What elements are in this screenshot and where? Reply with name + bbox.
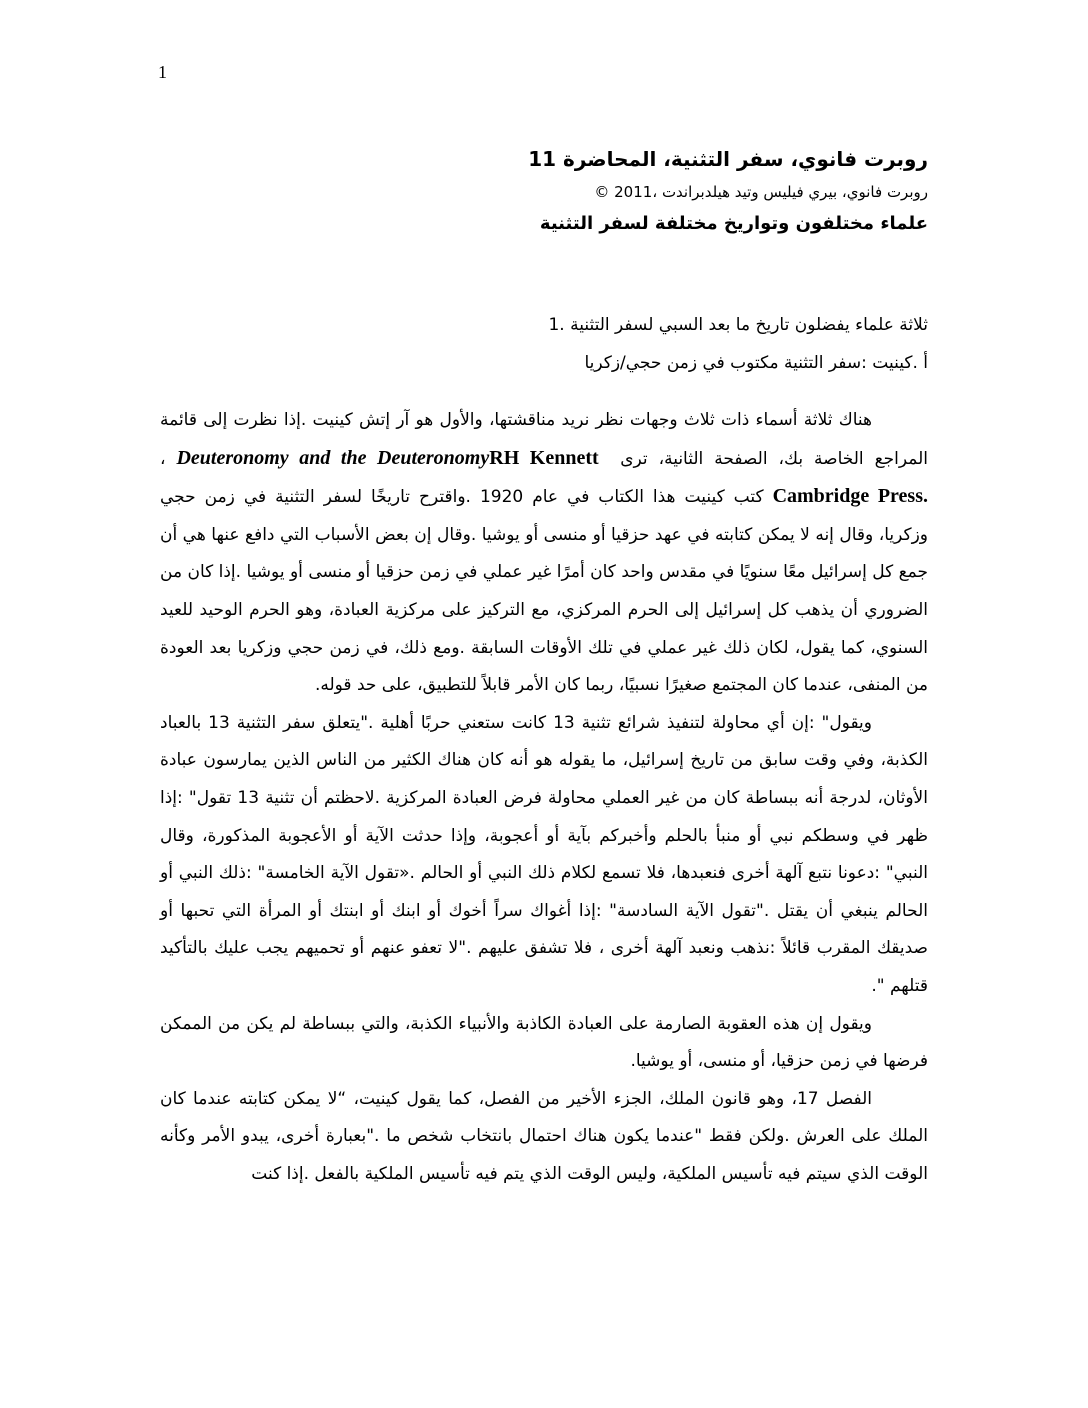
paragraph-1-separator: ،: [160, 448, 177, 469]
copyright-line: روبرت فانوي، بيري فيليس وتيد هيلدبراندت ،2011 ©: [594, 183, 928, 201]
outline-item-1: ثلاثة علماء يفضلون تاريخ ما بعد السبي لسفر التثنية .1: [548, 315, 928, 335]
lecture-subtitle: علماء مختلفون وتواريخ مختلفة لسفر التثنية: [539, 213, 928, 234]
body-text: [160, 402, 928, 1193]
paragraph-1: [160, 402, 928, 705]
author-name: RH Kennett: [489, 446, 610, 469]
paragraph-1-text-a: هناك ثلاثة أسماء ذات ثلاث وجهات نظر نريد مناقشتها، والأول هو آر إتش كينيت .إذا نظرت إلى قائمة المراجع الخاصة بك، الصفحة الثانية، ترى: [160, 410, 928, 469]
paragraph-3: ويقول إن هذه العقوبة الصارمة على العبادة الكاذبة والأنبياء الكذبة، والتي ببساطة لم يكن من الممكن فرضها في زمن حزقيا، أو منسى، أو يوشيا.: [160, 1013, 928, 1072]
lecture-title: روبرت فانوي، سفر التثنية، المحاضرة 11: [528, 147, 928, 171]
paragraph-4: الفصل 17، وهو قانون الملك، الجزء الأخير من الفصل، كما يقول كينيت، “لا يمكن كتابته عندما كان الملك على العرش .ولكن فقط "عندما يكون هناك احتمال بانتخاب شخص ما ."بعبارة أخرى، يبدو الأمر وكأنه الوقت الذي سيتم فيه تأسيس الملكية، وليس الوقت الذي يتم فيه تأسيس الملكية بالفعل .إذا كنت: [160, 1088, 928, 1184]
book-title: Deuteronomy and the Deuteronomy: [176, 446, 490, 469]
outline: [160, 306, 928, 382]
publisher-name: Cambridge Press.: [772, 485, 928, 508]
page-number: 1: [158, 62, 167, 82]
document-header: [160, 142, 928, 240]
paragraph-2: ويقول" :إن أي محاولة لتنفيذ شرائع تثنية 13 كانت ستعني حربًا أهلية ."يتعلق سفر التثنية 13 بالعباد الكذبة، وفي وقت سابق من تاريخ إسرائيل، ما يقوله هو أنه كان هناك الكثير من الناس الذين يمارسون عبادة الأوثان، لدرجة أنه ببساطة كان من غير العملي محاولة فرض العبادة المركزية .لاحظتم أن تثنية 13 تقول" :إذا ظهر في وسطكم نبي أو منبأ بالحلم وأخبركم بآية أو أعجوبة، وإذا حدثت الآية أو الأعجوبة المذكورة، وقال النبي" :دعونا نتبع آلهة أخرى فنعبدها، فلا تسمع لكلام ذلك النبي أو الحالم .«تقول الآية الخامسة" :ذلك النبي أو الحالم ينبغي أن يقتل ."تقول الآية السادسة" :إذا أغواك سراً أخوك أو ابنك أو ابنتك أو المرأة التي تحبها أو صديقك المقرب قائلاً :نذهب ونعبد آلهة أخرى ، فلا تشفق عليهم ."لا تعفو عنهم أو تحميهم يجب عليك بالتأكيد قتلهم ".: [160, 712, 928, 996]
paragraph-1-text-c: كتب كينيت هذا الكتاب في عام 1920 .واقترح تاريخًا لسفر التثنية في زمن حجي وزكريا، وقال إنه لا يمكن كتابته في عهد حزقيا أو منسى أو يوشيا .وقال إن بعض الأسباب التي دافع عنها هي أن جمع كل إسرائيل معًا سنويًا في مقدس واحد كان أمرًا غير عملي في زمن حزقيا أو منسى أو يوشيا .إذا كان من الضروري أن يذهب كل إسرائيل إلى الحرم المركزي، مع التركيز على مركزية العبادة، وهو الحرم الوحيد للعيد السنوي، كما يقول، لكان ذلك غير عملي في تلك الأوقات السابقة .ومع ذلك، في زمن حجي وزكريا بعد العودة من المنفى، عندما كان المجتمع صغيرًا نسبيًا، ربما كان الأمر قابلاً للتطبيق، على حد قوله.: [160, 487, 928, 696]
outline-item-a: أ .كينيت :سفر التثنية مكتوب في زمن حجي/زكريا: [584, 353, 928, 373]
